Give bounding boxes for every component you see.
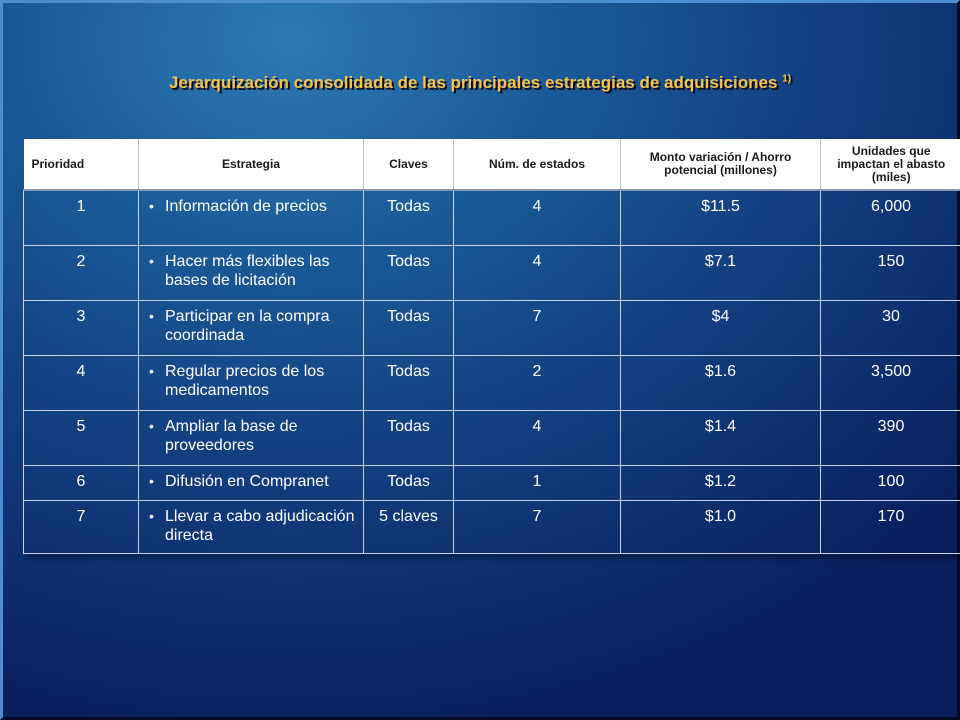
cell-monto: $1.2 [621,466,821,501]
table-row [24,466,960,501]
table-row [24,190,960,246]
cell-claves: Todas [364,356,454,411]
cell-unidades: 390 [821,411,960,466]
bullet-icon: • [149,508,154,524]
cell-estados: 4 [454,190,621,246]
cell-prioridad: 2 [24,246,139,301]
cell-estrategia [139,356,364,411]
strategy-text: Participar en la compra coordinada [165,308,330,344]
strategy-text: Información de precios [165,198,327,215]
cell-prioridad: 6 [24,466,139,501]
header-estrategia: Estrategia [139,139,364,190]
table-row [24,356,960,411]
title-footnote: 1) [782,73,792,85]
table-row [24,501,960,554]
header-unidades: Unidades que impactan el abasto (miles) [821,139,960,190]
bullet-icon: • [149,473,154,489]
cell-prioridad: 5 [24,411,139,466]
table-body [24,190,960,554]
header-monto: Monto variación / Ahorro potencial (millones) [621,139,821,190]
table-header [24,139,960,190]
bullet-icon: • [149,418,154,434]
cell-prioridad: 3 [24,301,139,356]
cell-claves: Todas [364,411,454,466]
cell-estados: 4 [454,411,621,466]
cell-prioridad: 1 [24,190,139,246]
cell-estados: 2 [454,356,621,411]
table-row [24,411,960,466]
cell-prioridad: 7 [24,501,139,554]
cell-estados: 1 [454,466,621,501]
cell-estrategia [139,301,364,356]
cell-monto: $1.4 [621,411,821,466]
bullet-icon: • [149,198,154,214]
strategy-text: Hacer más flexibles las bases de licitación [165,253,330,289]
cell-claves: 5 claves [364,501,454,554]
cell-claves: Todas [364,301,454,356]
strategy-text: Regular precios de los medicamentos [165,363,325,399]
cell-monto: $1.6 [621,356,821,411]
table-row [24,301,960,356]
strategies-table [23,139,960,554]
cell-unidades: 30 [821,301,960,356]
header-prioridad: Prioridad [24,139,139,190]
cell-claves: Todas [364,246,454,301]
strategy-text: Llevar a cabo adjudicación directa [165,508,355,544]
header-claves: Claves [364,139,454,190]
cell-monto: $11.5 [621,190,821,246]
table-row [24,246,960,301]
strategy-text: Difusión en Compranet [165,473,329,490]
cell-unidades: 3,500 [821,356,960,411]
bullet-icon: • [149,308,154,324]
strategy-text: Ampliar la base de proveedores [165,418,298,454]
cell-estados: 4 [454,246,621,301]
cell-estrategia [139,466,364,501]
cell-claves: Todas [364,466,454,501]
cell-unidades: 170 [821,501,960,554]
cell-estados: 7 [454,301,621,356]
slide-title [3,73,957,93]
cell-estrategia [139,190,364,246]
title-text: Jerarquización consolidada de las principales estrategias de adquisiciones [168,73,778,92]
cell-estrategia [139,501,364,554]
cell-estrategia [139,246,364,301]
cell-unidades: 150 [821,246,960,301]
cell-monto: $1.0 [621,501,821,554]
cell-claves: Todas [364,190,454,246]
header-num-estados: Núm. de estados [454,139,621,190]
cell-prioridad: 4 [24,356,139,411]
cell-monto: $7.1 [621,246,821,301]
cell-unidades: 6,000 [821,190,960,246]
bullet-icon: • [149,363,154,379]
cell-estrategia [139,411,364,466]
cell-unidades: 100 [821,466,960,501]
cell-monto: $4 [621,301,821,356]
cell-estados: 7 [454,501,621,554]
bullet-icon: • [149,253,154,269]
